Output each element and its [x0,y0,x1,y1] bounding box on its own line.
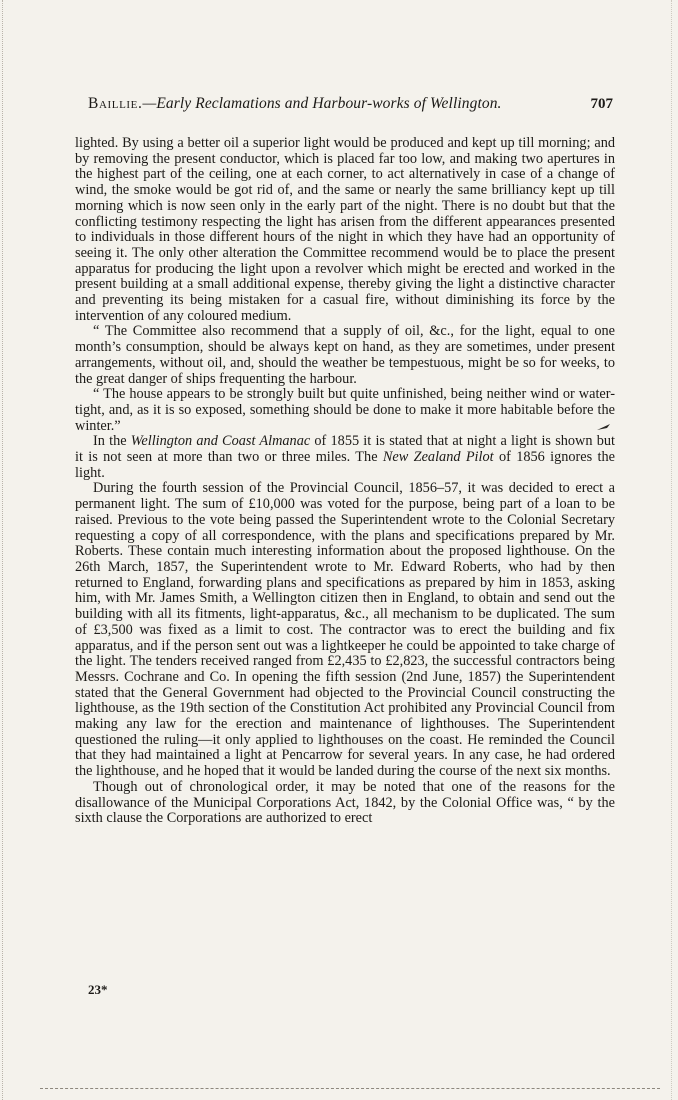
paragraph-5: During the fourth session of the Provincial Council, 1856–57, it was decided to erect a permanent light. The sum of £10,000 was voted for the purpose, being part of a loan to be raised. Previous to the vote being passed the Superintendent wrote to the Colonial Secretary requesting a copy of all correspondence, with the plans and specifications prepared by Mr. Roberts. These contain much interesting information about the proposed lighthouse. On the 26th March, 1857, the Superintendent wrote to Mr. Edward Roberts, who had by then returned to England, forwarding plans and specifications as prepared by him in 1853, asking him, with Mr. James Smith, a Wellington citizen then in England, to obtain and send out the building with all its fitments, light-apparatus, &c., all mechanism to be duplicated. The sum of £3,500 was fixed as a limit to cost. The contractor was to erect the building and fix apparatus, and if the person sent out was a lightkeeper he could be appointed to take charge of the light. The tenders received ranged from £2,435 to £2,823, the successful contractors being Messrs. Cochrane and Co. In opening the fifth session (2nd June, 1857) the Superintendent stated that the General Government had objected to the Provincial Council constructing the lighthouse, as the 19th section of the Constitution Act prohibited any Provincial Council from making any law for the erection and maintenance of lighthouses. The Superintendent questioned the ruling—it only applied to lighthouses on the coast. He reminded the Council that they had maintained a light at Pencarrow for several years. In any case, he had ordered the lighthouse, and he hoped that it would be landed during the course of the next six months. [75,480,615,780]
running-head-subject: —Early Reclamations and Harbour-works of Wellington. [142,95,502,112]
margin-pencil-mark-icon [596,422,612,432]
paragraph-2: “ The Committee also recommend that a supply of oil, &c., for the light, equal to one month’s consumption, should be always kept on hand, as they are sometimes, under present arrangements, without oil, and, should the weather be tempestuous, might be so for weeks, to the great danger of ships frequenting the harbour. [75,323,615,387]
scan-left-edge [2,0,11,1100]
body-text [75,136,615,827]
running-head [88,95,613,119]
paragraph-4-post: of 1856 ignores the light. [75,449,616,481]
almanac-title: Wellington and Coast Almanac [130,433,311,450]
scan-right-edge [663,0,672,1100]
paragraph-4 [75,434,615,481]
running-head-author: Baillie. [88,95,143,112]
signature-mark: 23* [88,982,108,997]
paragraph-4-pre: In the [93,433,131,450]
running-head-title [88,95,502,113]
bottom-scan-line [40,1088,660,1089]
paragraph-1: lighted. By using a better oil a superior light would be produced and kept up till morning; and by removing the present conductor, which is placed far too low, and making two apertures in the highest part of the ceiling, one at each corner, to act alternatively in case of a change of wind, the smoke would be got rid of, and the same or nearly the same brilliancy kept up till morning which is now seen only in the early part of the night. There is no doubt but that the conflicting testimony respecting the light has arisen from the different appearances presented to individuals in those different hours of the night in which they have had an opportunity of seeing it. The only other alteration the Committee recommend would be to place the present apparatus for producing the light upon a revolver which might be erected and worked in the present building at a small additional expense, thereby giving the light a distinctive character and preventing its being mistaken for a casual fire, without diminishing its force by the intervention of any coloured medium. [75,135,615,324]
page-number: 707 [590,96,613,112]
paragraph-6: Though out of chronological order, it may be noted that one of the reasons for the disallowance of the Municipal Corporations Act, 1842, by the Colonial Office was, “ by the sixth clause the Corporations are authorized to erect [75,778,615,827]
pilot-title: New Zealand Pilot [382,449,494,466]
paragraph-3: “ The house appears to be strongly built but quite unfinished, being neither wind or water-tight, and, as it is so exposed, something should be done to make it more habitable before the winter.” [75,386,615,434]
paragraph-4-mid: of 1855 it is stated that at night a light is shown but it is not seen at more than two or three miles. The [75,433,616,466]
